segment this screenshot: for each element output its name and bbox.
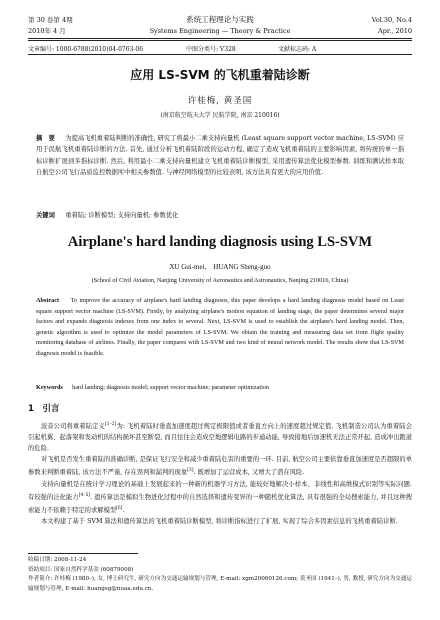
citation: [6] [116, 505, 123, 511]
keywords-cn-label: 关键词 [36, 212, 55, 219]
journal-cn: 系统工程理论与实践 [186, 15, 254, 24]
paragraph: 支持向量机是在统计学习理论的基础上发展起来的一种新的机器学习方法, 能较好地解决小样本、非线性和高维模式识别等实际问题. 有较强的泛化能力[4–5]. 遗传算法是模拟生物进化过程中的自然选择和遗传变异的一种随机优化算法, 具有很强的全局搜索能力, 并且这种搜索能力不依赖于特定的求解模型[6]. [28, 480, 413, 515]
keywords-en-text: hard landing; diagnosis model; support vector machine; parameter optimization [72, 384, 270, 391]
keywords-chinese [36, 210, 404, 219]
volume-en: Vol.30, No.4 [371, 16, 412, 24]
received-date: 收稿日期: 2008-11-24 [28, 557, 87, 563]
citation: [1–2] [104, 422, 117, 427]
author-bio: 作者简介: 许桂梅 (1980–), 女, 博士研究生, 研究方向为交通运输规划与管理, E-mail: xgm20060126.com; 黄圣国 (1941–), 男, 教授, 研究方向为交通运输规划与管理, E-mail: huangsg@nuaa.edu.cn. [28, 576, 412, 592]
article-id: 文章编号: 1000-6788(2010)04-0763-06 [28, 46, 144, 53]
abstract-cn-text: 为提高飞机重着陆判断的准确性, 研究了将最小二乘支持向量机 (Least square support vector machine, LS-SVM) 应用于民航飞机重着陆诊断的方法. 首先, 通过分析飞机着陆阶段的运动方程, 确定了造成飞机重着陆的主要影响因素, 将传统的单一指标诊断扩展到多指标诊断. 然后, 利用最小二乘支持向量机建立飞机重着陆诊断模型, 采用遗传算法优化模型参数. 训练和测试样本取自航空公司飞行品质监控数据库中相关参数值. 与神经网络模型的比较表明, 该方法具有更大的应用价值. [36, 135, 405, 176]
footnote [28, 556, 412, 594]
affiliation-english: (School of Civil Aviation, Nanjing University of Aeronautics and Astronautics, Nanjing 210016, China) [91, 277, 349, 284]
introduction-body [28, 419, 412, 527]
authors-chinese: 许桂梅, 黄圣国 [187, 96, 253, 106]
paragraph: 对飞机是否发生重着陆的准确诊断, 是保证飞行安全和减少重着陆危害的重要的一环. 目前, 航空公司主要依靠垂直加速度是否超限的单参数来判断重着陆, 该方法不严谨, 存在误判和漏判的现象[3]. 既增加了运营成本, 又增大了潜在风险. [28, 456, 412, 477]
header-rule [28, 38, 412, 39]
abstract-en-label: Abstract [36, 297, 60, 304]
abstract-cn-label: 摘 要 [36, 135, 55, 142]
abstract-en-text: To improve the accuracy of airplane's hard landing diagnosis, this paper develops a hard landing diagnosis model based on Least square support vector machine (LS-SVM). Firstly, by analyzing airplane's motion equation of landing stage, the paper determines several major factors and expands diagnosis indexes from one index to several. Next, LS-SVM is used to establish the airplane's hard landing model. Then, genetic algorithm is used to optimize the model parameters of LS-SVM. We obtain the training and measuring data set from flight quality monitoring database of airlines. Finally, the paper compares with LS-SVM and two kind of neural network model. The results show that LS-SVM diagnosis model is feasible. [36, 297, 405, 357]
title-english: Airplane's hard landing diagnosis using LS-SVM [67, 234, 373, 250]
footnote-rule [28, 553, 138, 554]
clc-number: 中图分类号: V328 [186, 46, 236, 53]
citation: [3] [187, 468, 194, 474]
meta-rule [28, 54, 412, 55]
date-cn: 2010年 4 月 [28, 27, 66, 35]
abstract-english [36, 296, 404, 359]
abstract-chinese [36, 133, 404, 178]
authors-english: XU Gui-mei, HUANG Sheng-guo [169, 263, 271, 271]
section-heading-introduction: 1 引言 [28, 404, 60, 414]
date-en: Apr., 2010 [378, 27, 412, 35]
citation: [4–5] [78, 492, 91, 498]
paragraph: 波音公司将重着陆定义[1–2]为: 飞机着陆时垂直加速度超过规定极限值或者垂直方向上的速度超过规定值. 飞机制造公司认为重着陆会引起机翼、起落架和发动机的结构损坏甚至断裂, 而且往往会造成空地逻辑电路的步通动能, 导致接地后加速机无法正常开起, 造成冲出跑道的危险. [28, 422, 412, 453]
title-chinese: 应用 LS-SVM 的飞机重着陆诊断 [130, 68, 310, 82]
header-rule-thin [28, 40, 412, 41]
volume-cn: 第 30 卷第 4期 [28, 16, 73, 24]
journal-en: Systems Engineering — Theory & Practice [149, 27, 291, 35]
funding: 资助项目: 国家自然科学基金 (60879008) [28, 566, 134, 573]
keywords-english [36, 382, 404, 391]
keywords-cn-text: 重着陆; 诊断模型; 支持向量机; 参数优化 [65, 212, 179, 219]
document-code: 文献标志码: A [278, 46, 317, 53]
paragraph: 本文构建了基于 SVM 算法和遗传算法的飞机重着陆诊断模型, 将诊断指标进行了扩展, 实现了综合多因素信息的飞机重着陆诊断. [41, 518, 398, 526]
keywords-en-label: Keywords [36, 384, 63, 391]
affiliation-chinese: (南京航空航天大学 民航学院, 南京 210016) [160, 112, 280, 119]
